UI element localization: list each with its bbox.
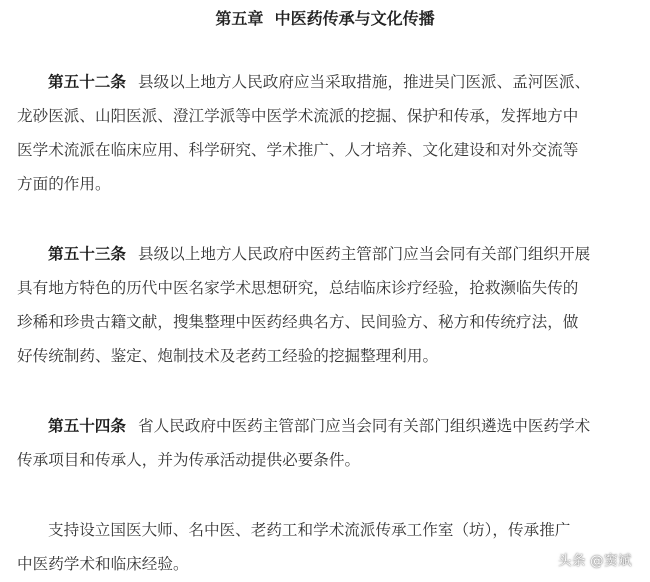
watermark-platform: 头条 — [558, 553, 586, 569]
article-53 — [17, 237, 650, 373]
article-line: 具有地方特色的历代中医名家学术思想研究，总结临床诊疗经验，抢救濒临失传的 — [17, 279, 579, 297]
support-paragraph — [17, 513, 650, 581]
article-label: 第五十四条 — [48, 417, 126, 435]
article-text: 省人民政府中医药主管部门应当会同有关部门组织遴选中医药学术 — [137, 417, 591, 435]
article-54 — [17, 409, 650, 477]
article-text: 县级以上地方人民政府中医药主管部门应当会同有关部门组织开展 — [137, 245, 591, 263]
watermark-handle: @窦斌 — [590, 553, 632, 569]
article-line: 好传统制药、鉴定、炮制技术及老药工经验的挖掘整理利用。 — [17, 347, 439, 365]
article-line — [17, 409, 650, 443]
watermark — [558, 549, 632, 569]
article-line: 传承项目和传承人，并为传承活动提供必要条件。 — [17, 451, 361, 469]
paragraph-line: 中医药学术和临床经验。 — [17, 555, 189, 573]
paragraph-line: 支持设立国医大师、名中医、老药工和学术流派传承工作室（坊），传承推广 — [48, 521, 571, 539]
article-line: 龙砂医派、山阳医派、澄江学派等中医学术流派的挖掘、保护和传承，发挥地方中 — [17, 107, 579, 125]
article-line: 方面的作用。 — [17, 175, 111, 193]
chapter-title: 第五章 中医药传承与文化传播 — [215, 9, 435, 28]
article-label: 第五十二条 — [48, 73, 126, 91]
article-text: 县级以上地方人民政府应当采取措施，推进吴门医派、孟河医派、 — [137, 73, 591, 91]
article-line — [17, 237, 650, 271]
article-line: 医学术流派在临床应用、科学研究、学术推广、人才培养、文化建设和对外交流等 — [17, 141, 579, 159]
article-line: 珍稀和珍贵古籍文献，搜集整理中医药经典名方、民间验方、秘方和传统疗法，做 — [17, 313, 579, 331]
article-label: 第五十三条 — [48, 245, 126, 263]
article-line — [17, 65, 650, 99]
article-52 — [17, 65, 650, 201]
